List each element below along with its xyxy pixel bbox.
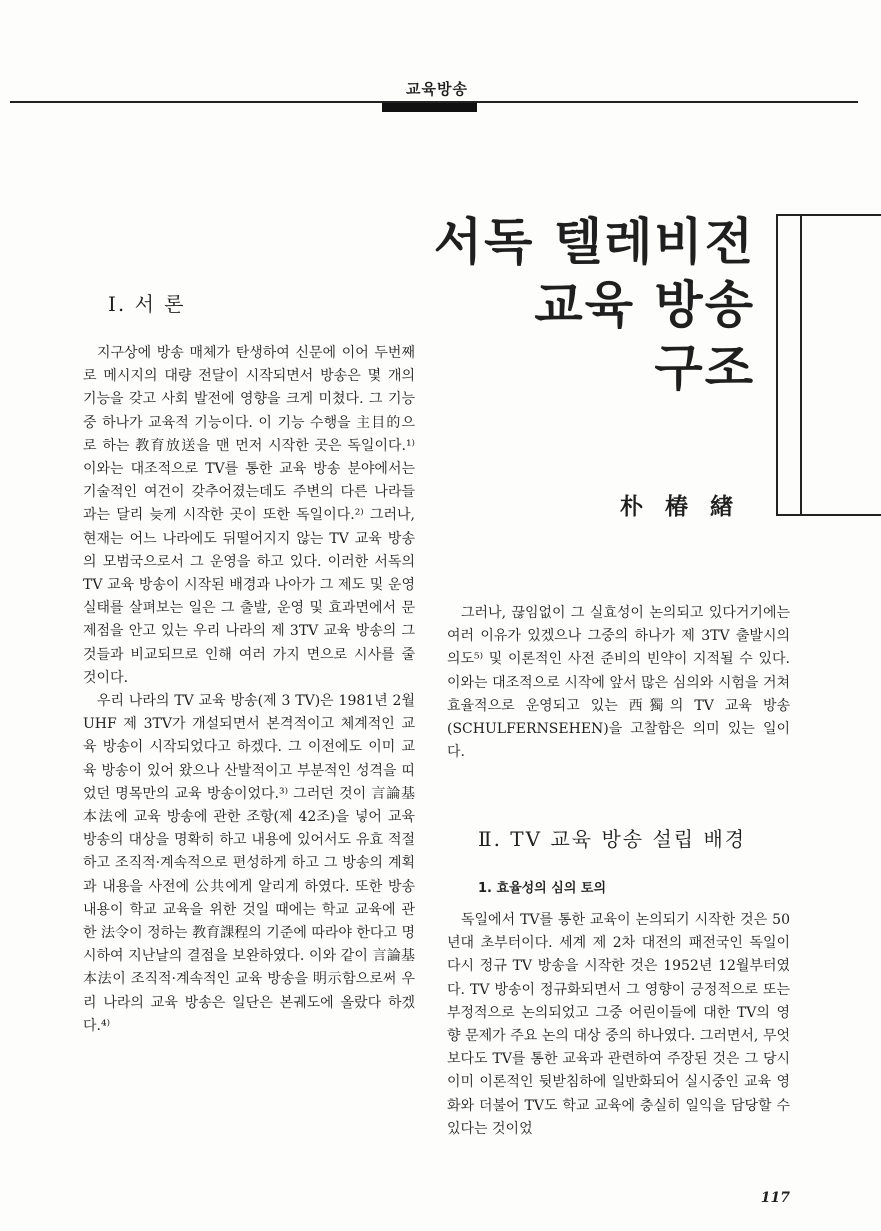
body-paragraph: 지구상에 방송 매체가 탄생하여 신문에 이어 두번째로 메시지의 대량 전달이 시작되면서 방송은 몇 개의 기능을 갖고 사회 발전에 영향을 크게 미쳤다. 그 기능 중 하나가 교육적 기능이다. 이 기능 수행을 主目的으로 하는 教育放送을 맨 먼저 시작한 곳은 독일이다.¹⁾ 이와는 대조적으로 TV를 통한 교육 방송 분야에서는 기술적인 여건이 갖추어졌는데도 주변의 다른 나라들과는 달리 늦게 시작한 곳이 또한 독일이다.²⁾ 그러나, 현재는 어느 나라에도 뒤떨어지지 않는 TV 교육 방송의 모범국으로서 그 운영을 하고 있다. 이러한 서독의 TV 교육 방송이 시작된 배경과 나아가 그 제도 및 운영 실태를 살펴보는 일은 그 출발, 운영 및 효과면에서 문제점을 안고 있는 우리 나라의 제 3TV 교육 방송의 그것들과 비교되므로 인해 여러 가지 면으로 시사를 줄 것이다.	[83, 345, 415, 686]
article-title	[434, 210, 755, 399]
page-number: 117	[760, 1190, 790, 1206]
section-label: 교육방송	[406, 80, 468, 98]
body-paragraph: 우리 나라의 TV 교육 방송(제 3 TV)은 1981년 2월 UHF 제 3TV가 개설되면서 본격적이고 체계적인 교육 방송이 시작되었다고 하겠다. 그 이전에도 이미 교육 방송이 있어 왔으나 산발적이고 부분적인 성격을 띠었던 명목만의 교육 방송이었다.³⁾ 그러던 것이 言論基本法에 교육 방송에 관한 조항(제 42조)을 넣어 교육 방송의 대상을 명확히 하고 내용에 있어서도 유효 적절하고 조직적·계속적으로 편성하게 하고 그 방송의 계획과 내용을 사전에 公共에게 알리게 하였다. 또한 방송 내용이 학교 교육을 위한 것일 때에는 학교 교육에 관한 法令이 정하는 教育課程의 기준에 따라야 한다고 명시하여 지난날의 결점을 보완하였다. 이와 같이 言論基本法이 조직적·계속적인 교육 방송을 明示함으로써 우리 나라의 교육 방송은 일단은 본궤도에 올랐다 하겠다.⁴⁾	[83, 693, 415, 1034]
subsection-heading: 1. 효율성의 심의 토의	[478, 881, 607, 896]
author-name: 朴椿緖	[620, 493, 755, 520]
title-line: 교육 방송	[534, 275, 755, 334]
section-1-heading: Ⅰ. 서 론	[108, 292, 186, 316]
title-line: 구조	[654, 338, 755, 397]
left-column	[83, 342, 415, 1038]
right-column-body	[447, 909, 790, 1141]
title-frame	[776, 214, 881, 516]
header-accent-block	[382, 103, 477, 112]
title-frame-divider	[800, 214, 802, 516]
body-paragraph: 독일에서 TV를 통한 교육이 논의되기 시작한 것은 50년대 초부터이다. 세계 제 2차 대전의 패전국인 독일이 다시 정규 TV 방송을 시작한 것은 1952년 12월부터였다. TV 방송이 정규화되면서 그 영향이 긍정적으로 또는 부정적으로 논의되었고 그중 어린이들에 대한 TV의 영향 문제가 주요 논의 대상 중의 하나였다. 그러면서, 무엇보다도 TV를 통한 교육과 관련하여 주장된 것은 그 당시 이미 이론적인 뒷받침하에 일반화되어 실시중인 교육 영화와 더불어 TV도 학교 교육에 충실히 일익을 담당할 수 있다는 것이었	[447, 912, 790, 1137]
right-column-intro	[447, 602, 790, 764]
body-paragraph: 그러나, 끊임없이 그 실효성이 논의되고 있다거기에는 여러 이유가 있겠으나 그중의 하나가 제 3TV 출발시의 의도⁵⁾ 및 이론적인 사전 준비의 빈약이 지적될 수 있다. 이와는 대조적으로 시작에 앞서 많은 심의와 시험을 거쳐 효율적으로 운영되고 있는 西獨의 TV 교육 방송(SCHULFERNSEHEN)을 고찰함은 의미 있는 일이다.	[447, 605, 790, 761]
section-2-heading: Ⅱ. TV 교육 방송 설립 배경	[478, 827, 747, 851]
title-line: 서독 텔레비전	[433, 212, 755, 271]
